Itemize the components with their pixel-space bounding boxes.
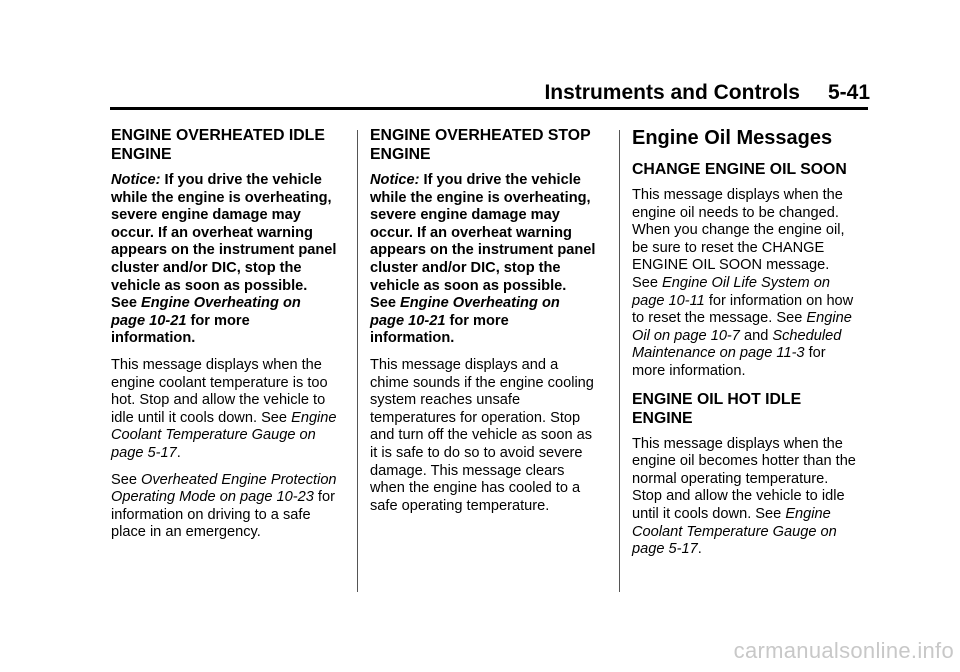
notice-text: If you drive the vehicle while the engine is overheating, severe engine damage may occur. If an overheat warning appears on the instrument panel cluster and/or DIC, stop the vehicle as soon as possible. See (111, 172, 337, 312)
reference-link[interactable]: Engine Oil Life System on page 10-11 (632, 274, 830, 309)
notice-paragraph (370, 172, 596, 348)
heading-oil-hot: ENGINE OIL HOT IDLE ENGINE (632, 390, 802, 427)
body-text-end: for more information. (632, 345, 826, 379)
body-text: and (739, 327, 773, 344)
body-paragraph (632, 436, 858, 559)
reference-link[interactable]: Engine Oil on page 10-7 (632, 310, 852, 344)
column-divider (357, 130, 358, 592)
body-text: This message displays when the engine oil becomes hotter than the normal operating temperature. Stop and allow the vehicle to idle until it cools down. See (632, 435, 856, 522)
watermark: carmanualsonline.info (733, 638, 954, 663)
reference-link[interactable]: Overheated Engine Protection Operating Mode on page 10-23 (111, 471, 337, 506)
notice-text: If you drive the vehicle while the engine is overheating, severe engine damage may occur. If an overheat warning appears on the instrument panel cluster and/or DIC, stop the vehicle as soon as possible. See (370, 172, 596, 312)
body-text-end: for information on driving to a safe place in an emergency. (111, 489, 335, 541)
notice-paragraph (111, 172, 337, 348)
column-divider (619, 130, 620, 592)
column-1 (111, 126, 337, 551)
body-paragraph (111, 472, 337, 542)
body-paragraph (111, 357, 337, 463)
notice-reference-link[interactable]: Engine Overheating on page 10-21 (111, 295, 301, 329)
body-text: This message displays when the engine coolant temperature is too hot. Stop and allow the vehicle to idle until it cools down. See (111, 356, 328, 426)
notice-label: Notice: (111, 172, 161, 188)
column-3 (632, 126, 858, 568)
body-paragraph: This message displays and a chime sounds if the engine cooling system reaches unsafe temperatures for operation. Stop and turn off the vehicle as soon as it is safe to do so to avoid severe damage. This message clears when the engine has cooled to a safe operating temperature. (370, 356, 594, 514)
notice-end: for more information. (111, 312, 250, 347)
heading-change-oil: CHANGE ENGINE OIL SOON (632, 161, 847, 178)
heading-overheated-stop: ENGINE OVERHEATED STOP ENGINE (370, 127, 591, 163)
reference-link[interactable]: Scheduled Maintenance on page 11-3 (632, 327, 842, 362)
body-text: for information on how to reset the message. See (632, 292, 854, 327)
notice-end: for more information. (370, 312, 509, 347)
notice-label: Notice: (370, 172, 420, 188)
body-text-end: . (697, 541, 702, 558)
page-number: 5-41 (827, 81, 870, 104)
header-rule (110, 107, 868, 110)
body-paragraph (632, 187, 858, 381)
reference-link[interactable]: Engine Coolant Temperature Gauge on page 5-17 (111, 409, 337, 461)
page-header (110, 80, 870, 106)
heading-overheated-idle: ENGINE OVERHEATED IDLE ENGINE (111, 127, 325, 163)
notice-reference-link[interactable]: Engine Overheating on page 10-21 (370, 295, 560, 329)
column-2 (370, 126, 596, 524)
body-text: This message displays when the engine oil needs to be changed. When you change the engine oil, be sure to reset the CHANGE ENGINE OIL SOON message. See (632, 187, 845, 291)
body-text-end: . (176, 444, 181, 461)
section-heading-engine-oil: Engine Oil Messages (632, 127, 833, 149)
reference-link[interactable]: Engine Coolant Temperature Gauge on page 5-17 (632, 505, 837, 558)
section-title: Instruments and Controls (544, 81, 800, 104)
body-text: See (111, 471, 142, 488)
